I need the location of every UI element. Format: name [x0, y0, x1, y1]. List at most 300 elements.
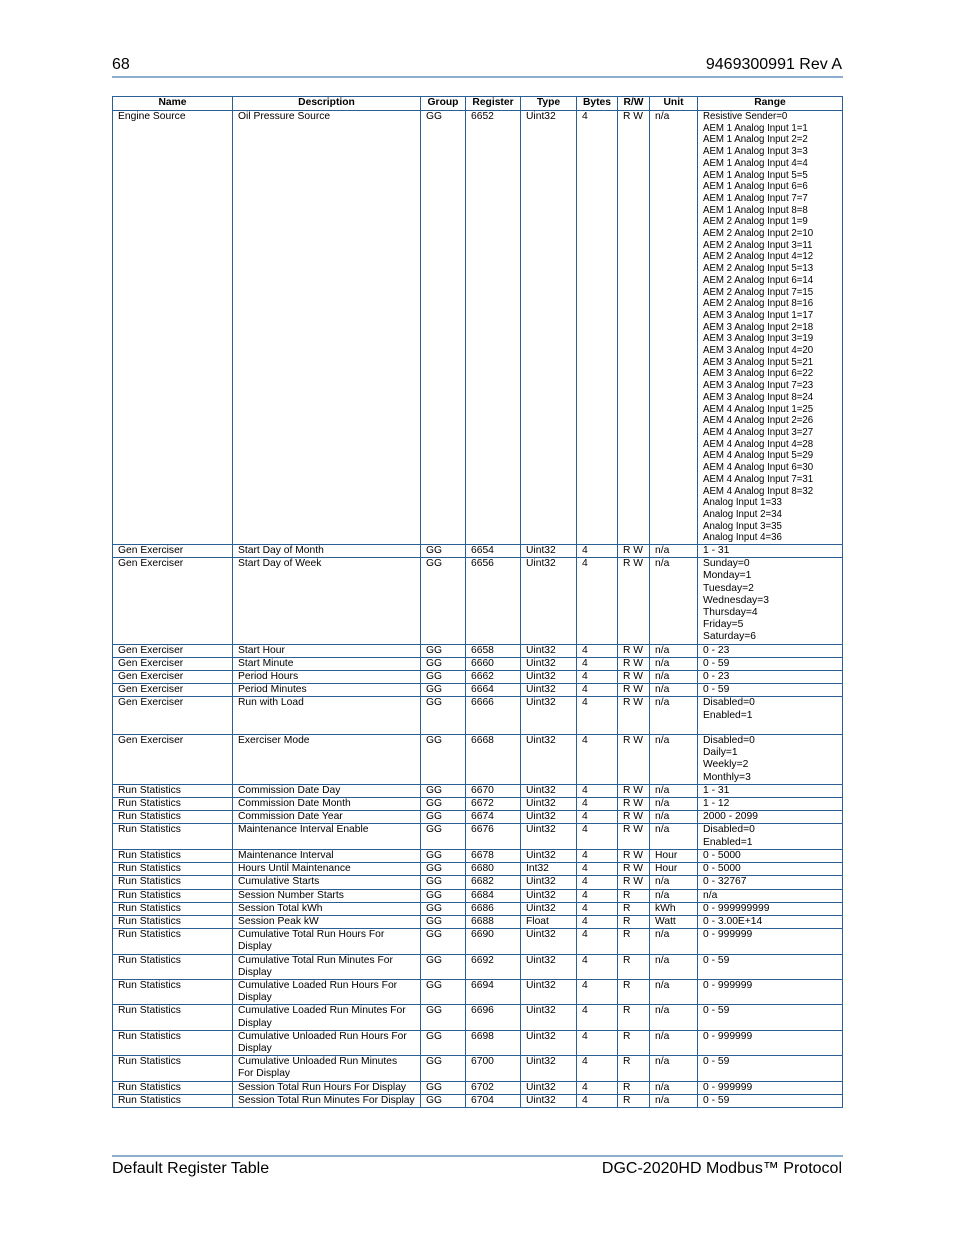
range-line: Analog Input 1=33	[703, 497, 782, 509]
col-header-description: Description	[233, 97, 421, 111]
cell-name: Run Statistics	[113, 889, 233, 902]
cell-name: Gen Exerciser	[113, 684, 233, 697]
cell-register: 6704	[466, 1094, 521, 1107]
cell-bytes: 4	[577, 798, 618, 811]
cell-rw: R	[618, 1030, 650, 1055]
cell-group: GG	[421, 1056, 466, 1081]
cell-bytes: 4	[577, 558, 618, 644]
cell-description: Exerciser Mode	[233, 735, 421, 785]
cell-register: 6688	[466, 915, 521, 928]
cell-range	[698, 876, 843, 889]
range-line: Enabled=1	[703, 709, 753, 721]
cell-description: Run with Load	[233, 697, 421, 735]
cell-unit: n/a	[650, 684, 698, 697]
cell-group: GG	[421, 784, 466, 797]
cell-range	[698, 735, 843, 785]
cell-name: Run Statistics	[113, 849, 233, 862]
cell-rw: R	[618, 979, 650, 1004]
cell-register: 6702	[466, 1081, 521, 1094]
cell-unit: n/a	[650, 558, 698, 644]
cell-bytes: 4	[577, 915, 618, 928]
range-line: 1 - 12	[703, 798, 730, 810]
col-header-type: Type	[521, 97, 577, 111]
cell-bytes: 4	[577, 735, 618, 785]
cell-range	[698, 902, 843, 915]
range-line: 0 - 5000	[703, 863, 741, 875]
cell-range	[698, 849, 843, 862]
cell-unit: Hour	[650, 863, 698, 876]
range-line: AEM 1 Analog Input 4=4	[703, 157, 808, 169]
cell-rw: R	[618, 1056, 650, 1081]
range-line: Friday=5	[703, 619, 744, 631]
cell-group: GG	[421, 915, 466, 928]
range-line: Daily=1	[703, 747, 738, 759]
table-row	[113, 1081, 843, 1094]
cell-description: Commission Date Day	[233, 784, 421, 797]
cell-group: GG	[421, 811, 466, 824]
cell-name: Run Statistics	[113, 863, 233, 876]
cell-rw: R	[618, 889, 650, 902]
cell-description: Commission Date Month	[233, 798, 421, 811]
range-line: AEM 1 Analog Input 3=3	[703, 146, 808, 158]
table-row	[113, 954, 843, 979]
table-row	[113, 979, 843, 1004]
cell-bytes: 4	[577, 1056, 618, 1081]
range-line: AEM 2 Analog Input 2=10	[703, 228, 814, 240]
cell-group: GG	[421, 1030, 466, 1055]
table-row	[113, 1005, 843, 1030]
cell-range	[698, 889, 843, 902]
cell-register: 6678	[466, 849, 521, 862]
cell-description: Maintenance Interval	[233, 849, 421, 862]
cell-description: Cumulative Total Run Hours For Display	[233, 929, 421, 954]
cell-name: Run Statistics	[113, 954, 233, 979]
cell-name: Engine Source	[113, 111, 233, 545]
cell-type: Uint32	[521, 735, 577, 785]
cell-type: Uint32	[521, 849, 577, 862]
table-row	[113, 657, 843, 670]
table-body	[113, 111, 843, 1108]
cell-unit: n/a	[650, 889, 698, 902]
table-row	[113, 929, 843, 954]
cell-unit: n/a	[650, 811, 698, 824]
cell-unit: n/a	[650, 671, 698, 684]
cell-group: GG	[421, 111, 466, 545]
cell-rw: R W	[618, 111, 650, 545]
col-header-group: Group	[421, 97, 466, 111]
cell-unit: n/a	[650, 784, 698, 797]
cell-register: 6674	[466, 811, 521, 824]
range-line: 0 - 23	[703, 671, 730, 683]
cell-type: Uint32	[521, 558, 577, 644]
range-line: AEM 4 Analog Input 1=25	[703, 403, 814, 415]
cell-type: Uint32	[521, 697, 577, 735]
cell-rw: R	[618, 929, 650, 954]
cell-group: GG	[421, 1094, 466, 1107]
cell-type: Uint32	[521, 545, 577, 558]
range-line: AEM 4 Analog Input 4=28	[703, 438, 814, 450]
cell-register: 6698	[466, 1030, 521, 1055]
range-line: AEM 2 Analog Input 5=13	[703, 263, 814, 275]
table-row	[113, 824, 843, 849]
col-header-register: Register	[466, 97, 521, 111]
range-line: AEM 4 Analog Input 2=26	[703, 415, 814, 427]
cell-range	[698, 824, 843, 849]
range-line: Saturday=6	[703, 631, 756, 643]
cell-rw: R	[618, 1005, 650, 1030]
range-line: AEM 1 Analog Input 2=2	[703, 134, 808, 146]
cell-rw: R W	[618, 811, 650, 824]
cell-rw: R	[618, 1081, 650, 1094]
cell-register: 6664	[466, 684, 521, 697]
range-line: Disabled=0	[703, 735, 755, 747]
cell-description: Session Total Run Minutes For Display	[233, 1094, 421, 1107]
range-line: 0 - 999999	[703, 1081, 753, 1093]
table-row	[113, 876, 843, 889]
cell-range	[698, 1030, 843, 1055]
cell-range	[698, 784, 843, 797]
cell-group: GG	[421, 876, 466, 889]
range-line: Thursday=4	[703, 607, 758, 619]
range-line: AEM 2 Analog Input 8=16	[703, 298, 814, 310]
cell-name: Run Statistics	[113, 784, 233, 797]
range-line: AEM 2 Analog Input 6=14	[703, 274, 814, 286]
range-line: AEM 2 Analog Input 1=9	[703, 216, 808, 228]
cell-register: 6658	[466, 644, 521, 657]
cell-type: Uint32	[521, 684, 577, 697]
cell-type: Uint32	[521, 644, 577, 657]
cell-bytes: 4	[577, 784, 618, 797]
cell-unit: Hour	[650, 849, 698, 862]
range-line: Sunday=0	[703, 558, 750, 570]
table-row	[113, 902, 843, 915]
cell-group: GG	[421, 929, 466, 954]
table-row	[113, 1094, 843, 1107]
cell-register: 6686	[466, 902, 521, 915]
table-row	[113, 798, 843, 811]
cell-unit: n/a	[650, 1081, 698, 1094]
cell-description: Maintenance Interval Enable	[233, 824, 421, 849]
range-line: 2000 - 2099	[703, 811, 758, 823]
cell-range	[698, 558, 843, 644]
cell-bytes: 4	[577, 849, 618, 862]
cell-type: Float	[521, 915, 577, 928]
cell-name: Run Statistics	[113, 811, 233, 824]
cell-group: GG	[421, 863, 466, 876]
cell-bytes: 4	[577, 811, 618, 824]
range-line: Weekly=2	[703, 759, 749, 771]
cell-description: Commission Date Year	[233, 811, 421, 824]
cell-range	[698, 1081, 843, 1094]
cell-unit: n/a	[650, 697, 698, 735]
cell-unit: n/a	[650, 1094, 698, 1107]
col-header-name: Name	[113, 97, 233, 111]
range-line: 0 - 59	[703, 657, 730, 669]
cell-bytes: 4	[577, 545, 618, 558]
cell-register: 6676	[466, 824, 521, 849]
cell-register: 6696	[466, 1005, 521, 1030]
cell-bytes: 4	[577, 979, 618, 1004]
range-line: Monday=1	[703, 570, 752, 582]
cell-description: Cumulative Starts	[233, 876, 421, 889]
cell-description: Start Day of Month	[233, 545, 421, 558]
range-line: AEM 3 Analog Input 7=23	[703, 380, 814, 392]
cell-group: GG	[421, 979, 466, 1004]
table-row	[113, 1030, 843, 1055]
cell-register: 6662	[466, 671, 521, 684]
range-line: AEM 2 Analog Input 4=12	[703, 251, 814, 263]
cell-unit: Watt	[650, 915, 698, 928]
cell-unit: n/a	[650, 1030, 698, 1055]
cell-group: GG	[421, 902, 466, 915]
cell-unit: n/a	[650, 735, 698, 785]
cell-type: Uint32	[521, 824, 577, 849]
range-line: Monthly=3	[703, 771, 751, 783]
cell-range	[698, 915, 843, 928]
table-row	[113, 111, 843, 545]
cell-name: Run Statistics	[113, 1030, 233, 1055]
cell-unit: n/a	[650, 798, 698, 811]
cell-name: Gen Exerciser	[113, 671, 233, 684]
cell-register: 6690	[466, 929, 521, 954]
cell-bytes: 4	[577, 1005, 618, 1030]
cell-range	[698, 1094, 843, 1107]
cell-type: Int32	[521, 863, 577, 876]
cell-unit: n/a	[650, 111, 698, 545]
cell-name: Run Statistics	[113, 929, 233, 954]
cell-rw: R W	[618, 657, 650, 670]
range-line: AEM 1 Analog Input 1=1	[703, 122, 808, 134]
cell-type: Uint32	[521, 954, 577, 979]
cell-group: GG	[421, 824, 466, 849]
cell-unit: n/a	[650, 1005, 698, 1030]
cell-bytes: 4	[577, 876, 618, 889]
table-row	[113, 735, 843, 785]
cell-unit: n/a	[650, 876, 698, 889]
cell-type: Uint32	[521, 889, 577, 902]
cell-register: 6670	[466, 784, 521, 797]
cell-type: Uint32	[521, 784, 577, 797]
cell-type: Uint32	[521, 811, 577, 824]
table-row	[113, 1056, 843, 1081]
table-row	[113, 558, 843, 644]
cell-range	[698, 1056, 843, 1081]
cell-unit: n/a	[650, 644, 698, 657]
cell-description: Session Number Starts	[233, 889, 421, 902]
col-header-rw: R/W	[618, 97, 650, 111]
cell-type: Uint32	[521, 657, 577, 670]
range-line: n/a	[703, 889, 718, 901]
cell-range	[698, 111, 843, 545]
table-row	[113, 889, 843, 902]
cell-range	[698, 671, 843, 684]
col-header-range: Range	[698, 97, 843, 111]
page-number: 68	[112, 56, 130, 73]
cell-register: 6682	[466, 876, 521, 889]
cell-name: Run Statistics	[113, 798, 233, 811]
cell-name: Run Statistics	[113, 1005, 233, 1030]
cell-description: Cumulative Loaded Run Hours For Display	[233, 979, 421, 1004]
footer-section-title: Default Register Table	[112, 1160, 270, 1177]
cell-bytes: 4	[577, 697, 618, 735]
cell-description: Start Hour	[233, 644, 421, 657]
cell-rw: R W	[618, 684, 650, 697]
cell-name: Gen Exerciser	[113, 558, 233, 644]
cell-name: Run Statistics	[113, 1081, 233, 1094]
table-row	[113, 811, 843, 824]
cell-bytes: 4	[577, 644, 618, 657]
cell-rw: R W	[618, 697, 650, 735]
range-line: 1 - 31	[703, 784, 730, 796]
range-line: AEM 1 Analog Input 7=7	[703, 192, 808, 204]
cell-type: Uint32	[521, 798, 577, 811]
footer-document-title: DGC-2020HD Modbus™ Protocol	[601, 1160, 842, 1177]
cell-register: 6660	[466, 657, 521, 670]
cell-range	[698, 684, 843, 697]
cell-type: Uint32	[521, 929, 577, 954]
cell-register: 6654	[466, 545, 521, 558]
cell-group: GG	[421, 889, 466, 902]
cell-register: 6656	[466, 558, 521, 644]
cell-description: Cumulative Unloaded Run Hours For Display	[233, 1030, 421, 1055]
range-line: Wednesday=3	[703, 594, 769, 606]
cell-rw: R	[618, 1094, 650, 1107]
range-line: 0 - 59	[703, 1056, 730, 1068]
cell-description: Start Minute	[233, 657, 421, 670]
range-line: Analog Input 2=34	[703, 508, 782, 520]
cell-type: Uint32	[521, 1056, 577, 1081]
range-line: Resistive Sender=0	[703, 111, 788, 122]
cell-description: Oil Pressure Source	[233, 111, 421, 545]
range-line: 0 - 23	[703, 644, 730, 656]
range-line: 0 - 59	[703, 684, 730, 696]
cell-rw: R	[618, 915, 650, 928]
cell-rw: R W	[618, 644, 650, 657]
cell-bytes: 4	[577, 684, 618, 697]
cell-type: Uint32	[521, 111, 577, 545]
table-row	[113, 684, 843, 697]
cell-rw: R W	[618, 735, 650, 785]
range-line: AEM 4 Analog Input 6=30	[703, 462, 814, 474]
cell-type: Uint32	[521, 1005, 577, 1030]
cell-unit: n/a	[650, 1056, 698, 1081]
cell-name: Gen Exerciser	[113, 697, 233, 735]
cell-bytes: 4	[577, 657, 618, 670]
range-line: 0 - 999999	[703, 1030, 753, 1042]
cell-rw: R	[618, 902, 650, 915]
cell-register: 6672	[466, 798, 521, 811]
range-line: AEM 3 Analog Input 3=19	[703, 333, 814, 345]
range-line: 0 - 59	[703, 1005, 730, 1017]
range-line: AEM 4 Analog Input 8=32	[703, 485, 814, 497]
cell-register: 6700	[466, 1056, 521, 1081]
range-line: Analog Input 3=35	[703, 520, 782, 532]
cell-group: GG	[421, 545, 466, 558]
cell-bytes: 4	[577, 863, 618, 876]
cell-group: GG	[421, 849, 466, 862]
cell-name: Gen Exerciser	[113, 735, 233, 785]
cell-register: 6692	[466, 954, 521, 979]
range-line: AEM 4 Analog Input 5=29	[703, 450, 814, 462]
cell-register: 6694	[466, 979, 521, 1004]
cell-type: Uint32	[521, 1030, 577, 1055]
register-table	[112, 96, 843, 1108]
cell-type: Uint32	[521, 902, 577, 915]
range-line: 1 - 31	[703, 545, 730, 557]
cell-description: Start Day of Week	[233, 558, 421, 644]
cell-bytes: 4	[577, 902, 618, 915]
cell-type: Uint32	[521, 979, 577, 1004]
range-line: 0 - 59	[703, 1094, 730, 1106]
header-rule	[112, 76, 843, 78]
cell-name: Run Statistics	[113, 915, 233, 928]
cell-description: Period Minutes	[233, 684, 421, 697]
cell-name: Gen Exerciser	[113, 644, 233, 657]
cell-range	[698, 545, 843, 558]
range-line: AEM 3 Analog Input 4=20	[703, 345, 814, 357]
col-header-bytes: Bytes	[577, 97, 618, 111]
cell-name: Gen Exerciser	[113, 545, 233, 558]
cell-description: Session Total kWh	[233, 902, 421, 915]
cell-rw: R W	[618, 558, 650, 644]
cell-name: Run Statistics	[113, 902, 233, 915]
range-line: Analog Input 4=36	[703, 532, 782, 544]
cell-range	[698, 798, 843, 811]
table-row	[113, 849, 843, 862]
cell-bytes: 4	[577, 1094, 618, 1107]
cell-rw: R	[618, 954, 650, 979]
cell-range	[698, 644, 843, 657]
cell-name: Run Statistics	[113, 1056, 233, 1081]
cell-type: Uint32	[521, 671, 577, 684]
cell-unit: n/a	[650, 545, 698, 558]
cell-description: Hours Until Maintenance	[233, 863, 421, 876]
cell-range	[698, 929, 843, 954]
cell-type: Uint32	[521, 1081, 577, 1094]
cell-rw: R W	[618, 671, 650, 684]
col-header-unit: Unit	[650, 97, 698, 111]
range-line: AEM 1 Analog Input 5=5	[703, 169, 808, 181]
cell-group: GG	[421, 558, 466, 644]
cell-group: GG	[421, 735, 466, 785]
table-row	[113, 671, 843, 684]
cell-bytes: 4	[577, 824, 618, 849]
range-line: Enabled=1	[703, 836, 753, 848]
range-line: 0 - 999999999	[703, 902, 770, 914]
cell-unit: n/a	[650, 657, 698, 670]
table-row	[113, 545, 843, 558]
cell-group: GG	[421, 671, 466, 684]
cell-group: GG	[421, 657, 466, 670]
cell-unit: n/a	[650, 929, 698, 954]
range-line: Tuesday=2	[703, 582, 754, 594]
cell-bytes: 4	[577, 954, 618, 979]
cell-name: Run Statistics	[113, 979, 233, 1004]
table-header-row	[113, 97, 843, 111]
cell-bytes: 4	[577, 889, 618, 902]
cell-bytes: 4	[577, 1081, 618, 1094]
footer-rule	[112, 1155, 843, 1157]
range-line: Disabled=0	[703, 697, 755, 709]
cell-unit: n/a	[650, 824, 698, 849]
cell-rw: R W	[618, 784, 650, 797]
cell-bytes: 4	[577, 111, 618, 545]
cell-description: Session Peak kW	[233, 915, 421, 928]
range-line: AEM 1 Analog Input 8=8	[703, 204, 808, 216]
cell-description: Session Total Run Hours For Display	[233, 1081, 421, 1094]
cell-description: Period Hours	[233, 671, 421, 684]
cell-name: Run Statistics	[113, 1094, 233, 1107]
